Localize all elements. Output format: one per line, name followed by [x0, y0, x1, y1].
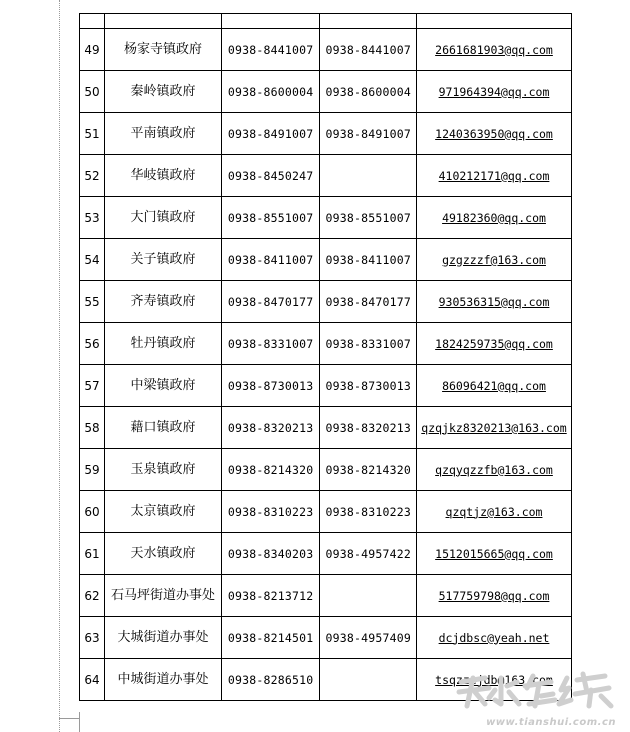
header-cell [105, 14, 222, 29]
phone-secondary: 0938-8331007 [320, 323, 417, 365]
contact-table-body [80, 14, 572, 701]
office-name: 齐寿镇政府 [105, 281, 222, 323]
office-name: 大城街道办事处 [105, 617, 222, 659]
phone-secondary [320, 155, 417, 197]
office-name: 中城街道办事处 [105, 659, 222, 701]
email-link[interactable]: qzqyqzzfb@163.com [417, 449, 572, 491]
phone-secondary [320, 575, 417, 617]
phone-primary: 0938-8411007 [221, 239, 320, 281]
row-index: 59 [80, 449, 105, 491]
table-row [80, 239, 572, 281]
phone-primary: 0938-8331007 [221, 323, 320, 365]
row-index: 57 [80, 365, 105, 407]
header-cell [320, 14, 417, 29]
office-name: 太京镇政府 [105, 491, 222, 533]
page-corner-mark [79, 712, 80, 732]
phone-primary: 0938-8730013 [221, 365, 320, 407]
table-row [80, 29, 572, 71]
email-link[interactable]: 1240363950@qq.com [417, 113, 572, 155]
phone-secondary: 0938-8491007 [320, 113, 417, 155]
phone-secondary: 0938-8730013 [320, 365, 417, 407]
header-cell [221, 14, 320, 29]
email-link[interactable]: qzqtjz@163.com [417, 491, 572, 533]
office-name: 平南镇政府 [105, 113, 222, 155]
table-row [80, 407, 572, 449]
office-name: 天水镇政府 [105, 533, 222, 575]
phone-secondary: 0938-4957422 [320, 533, 417, 575]
row-index: 49 [80, 29, 105, 71]
row-index: 60 [80, 491, 105, 533]
email-link[interactable]: 49182360@qq.com [417, 197, 572, 239]
phone-primary: 0938-8491007 [221, 113, 320, 155]
row-index: 56 [80, 323, 105, 365]
phone-primary: 0938-8320213 [221, 407, 320, 449]
page-corner-mark [59, 718, 79, 719]
office-name: 藉口镇政府 [105, 407, 222, 449]
table-row [80, 71, 572, 113]
watermark-url: www.tianshui.com.cn [486, 717, 616, 728]
office-name: 玉泉镇政府 [105, 449, 222, 491]
row-index: 55 [80, 281, 105, 323]
phone-secondary: 0938-8214320 [320, 449, 417, 491]
contact-table [79, 13, 572, 701]
table-row [80, 659, 572, 701]
table-row [80, 323, 572, 365]
office-name: 华岐镇政府 [105, 155, 222, 197]
phone-secondary: 0938-8441007 [320, 29, 417, 71]
office-name: 关子镇政府 [105, 239, 222, 281]
table-row [80, 533, 572, 575]
table-row [80, 281, 572, 323]
office-name: 石马坪街道办事处 [105, 575, 222, 617]
email-link[interactable]: 1824259735@qq.com [417, 323, 572, 365]
table-row [80, 491, 572, 533]
email-link[interactable]: dcjdbsc@yeah.net [417, 617, 572, 659]
row-index: 62 [80, 575, 105, 617]
table-row [80, 155, 572, 197]
row-index: 50 [80, 71, 105, 113]
row-index: 51 [80, 113, 105, 155]
email-link[interactable]: 517759798@qq.com [417, 575, 572, 617]
phone-primary: 0938-8214320 [221, 449, 320, 491]
phone-primary: 0938-8441007 [221, 29, 320, 71]
phone-secondary: 0938-8600004 [320, 71, 417, 113]
header-cell [417, 14, 572, 29]
table-row [80, 197, 572, 239]
phone-secondary: 0938-4957409 [320, 617, 417, 659]
table-row [80, 113, 572, 155]
email-link[interactable]: qzqjkz8320213@163.com [417, 407, 572, 449]
table-header-row [80, 14, 572, 29]
page-margin-guide [59, 0, 60, 732]
phone-primary: 0938-8310223 [221, 491, 320, 533]
row-index: 64 [80, 659, 105, 701]
phone-primary: 0938-8286510 [221, 659, 320, 701]
table-row [80, 449, 572, 491]
office-name: 秦岭镇政府 [105, 71, 222, 113]
phone-secondary: 0938-8320213 [320, 407, 417, 449]
phone-primary: 0938-8470177 [221, 281, 320, 323]
row-index: 58 [80, 407, 105, 449]
office-name: 中梁镇政府 [105, 365, 222, 407]
phone-secondary: 0938-8411007 [320, 239, 417, 281]
phone-primary: 0938-8214501 [221, 617, 320, 659]
phone-primary: 0938-8600004 [221, 71, 320, 113]
office-name: 大门镇政府 [105, 197, 222, 239]
table-row [80, 575, 572, 617]
phone-secondary: 0938-8551007 [320, 197, 417, 239]
row-index: 63 [80, 617, 105, 659]
phone-primary: 0938-8450247 [221, 155, 320, 197]
row-index: 61 [80, 533, 105, 575]
table-row [80, 365, 572, 407]
email-link[interactable]: tsqzzcjdb@163.com [417, 659, 572, 701]
phone-secondary: 0938-8470177 [320, 281, 417, 323]
email-link[interactable]: 971964394@qq.com [417, 71, 572, 113]
office-name: 牡丹镇政府 [105, 323, 222, 365]
row-index: 52 [80, 155, 105, 197]
email-link[interactable]: 86096421@qq.com [417, 365, 572, 407]
table-row [80, 617, 572, 659]
phone-secondary [320, 659, 417, 701]
phone-primary: 0938-8213712 [221, 575, 320, 617]
phone-primary: 0938-8340203 [221, 533, 320, 575]
phone-primary: 0938-8551007 [221, 197, 320, 239]
email-link[interactable]: 930536315@qq.com [417, 281, 572, 323]
email-link[interactable]: 410212171@qq.com [417, 155, 572, 197]
office-name: 杨家寺镇政府 [105, 29, 222, 71]
phone-secondary: 0938-8310223 [320, 491, 417, 533]
email-link[interactable]: gzgzzzf@163.com [417, 239, 572, 281]
row-index: 54 [80, 239, 105, 281]
email-link[interactable]: 2661681903@qq.com [417, 29, 572, 71]
row-index: 53 [80, 197, 105, 239]
header-cell [80, 14, 105, 29]
email-link[interactable]: 1512015665@qq.com [417, 533, 572, 575]
